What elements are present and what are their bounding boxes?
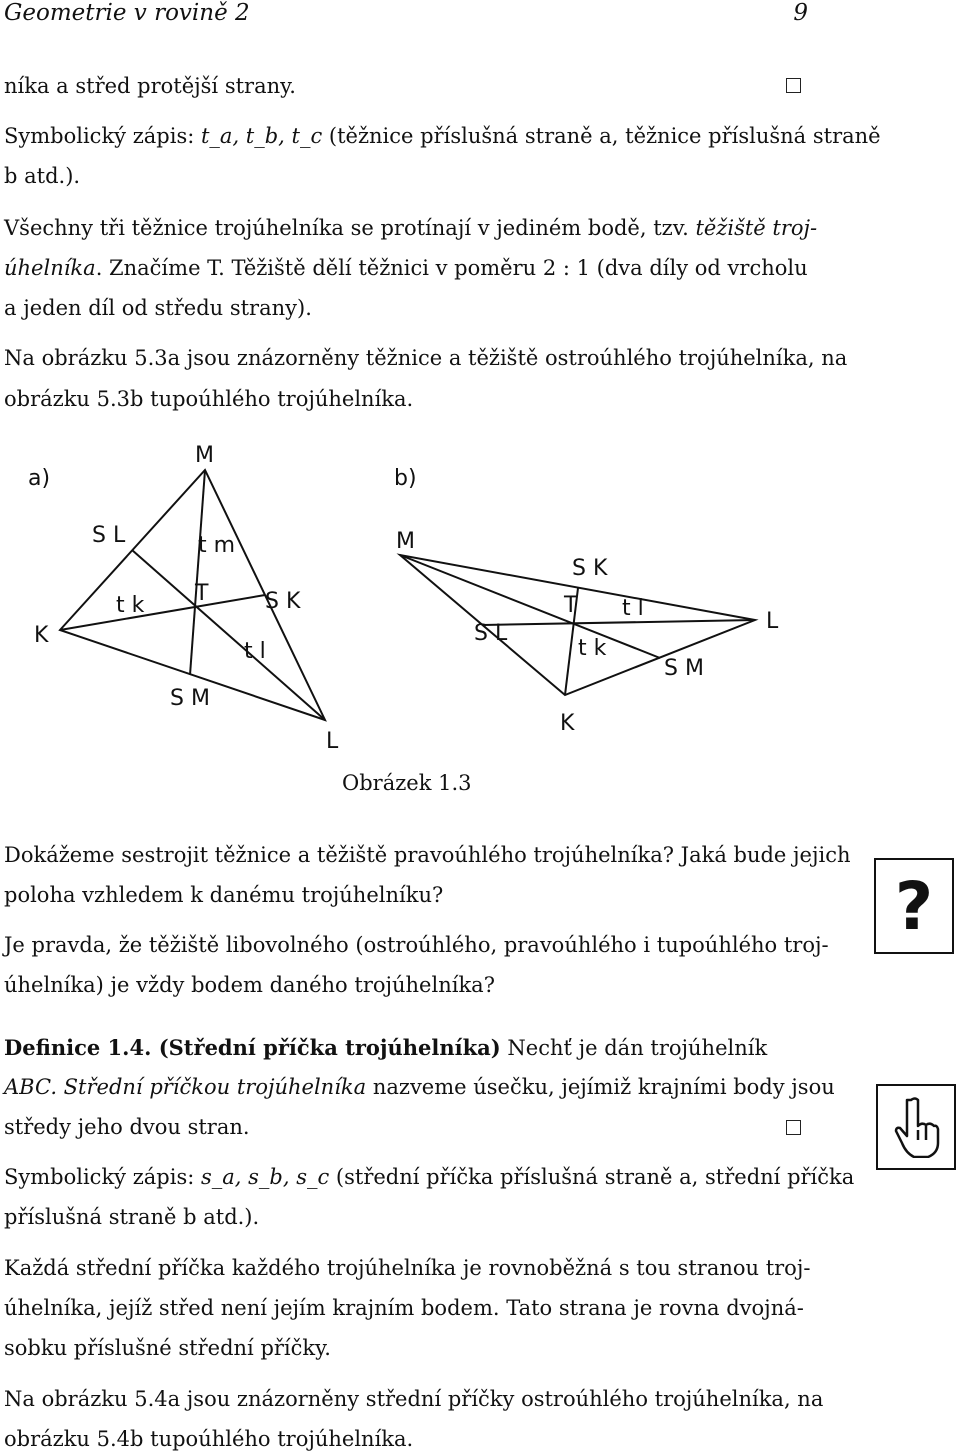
page-number: 9 bbox=[793, 0, 808, 26]
definition-title: Definice 1.4. (Střední příčka trojúhelníka) bbox=[4, 1035, 501, 1060]
figure-a-tag: a) bbox=[28, 466, 51, 491]
text-line: Každá střední příčka každého trojúhelníka je rovnoběžná s tou stranou troj- bbox=[4, 1256, 811, 1280]
midpoint-sl-label: S L bbox=[92, 523, 126, 548]
text-line: Všechny tři těžnice trojúhelníka se protínají v jediném bodě, tzv. těžiště troj- bbox=[4, 216, 818, 240]
text-line: úhelníka. Značíme T. Těžiště dělí těžnici v poměru 2 : 1 (dva díly od vrcholu bbox=[4, 256, 808, 280]
vertex-k-label: K bbox=[560, 711, 575, 736]
end-of-proof-square-icon bbox=[786, 78, 801, 93]
text-line: středy jeho dvou stran. bbox=[4, 1115, 250, 1139]
term-stredni-pricka: . Střední příčkou trojúhelníka bbox=[50, 1075, 367, 1099]
text-line: sobku příslušné střední příčky. bbox=[4, 1336, 331, 1360]
text-line: úhelníka, jejíž střed není jejím krajním bodem. Tato strana je rovna dvojná- bbox=[4, 1296, 804, 1320]
median-a-l bbox=[132, 550, 325, 720]
text-line: Je pravda, že těžiště libovolného (ostroúhlého, pravoúhlého i tupoúhlého troj- bbox=[4, 933, 829, 957]
median-tl-label: t l bbox=[244, 639, 266, 664]
median-tm-label: t m bbox=[198, 533, 236, 558]
text-line: Na obrázku 5.3a jsou znázorněny těžnice a těžiště ostroúhlého trojúhelníka, na bbox=[4, 346, 848, 370]
running-header-title: Geometrie v rovině 2 bbox=[4, 0, 250, 26]
text-line: úhelníka) je vždy bodem daného trojúhelníka? bbox=[4, 973, 495, 997]
text-line: ABC. Střední příčkou trojúhelníka nazveme úsečku, jejímiž krajními body jsou bbox=[4, 1075, 835, 1099]
text-line: b atd.). bbox=[4, 164, 81, 188]
text-line: obrázku 5.3b tupoúhlého trojúhelníka. bbox=[4, 387, 414, 411]
text-line: poloha vzhledem k danému trojúhelníku? bbox=[4, 883, 444, 907]
pointing-hand-icon bbox=[876, 1084, 956, 1170]
figure-b-tag: b) bbox=[394, 466, 417, 491]
figure-medians bbox=[0, 430, 960, 800]
text-line: Na obrázku 5.4a jsou znázorněny střední příčky ostroúhlého trojúhelníka, na bbox=[4, 1387, 824, 1411]
midpoint-sl-label: S L bbox=[474, 621, 508, 646]
median-tk-label: t k bbox=[578, 636, 607, 661]
text-line: níka a střed protější strany. bbox=[4, 74, 296, 98]
text-line: Symbolický zápis: s_a, s_b, s_c (střední příčka příslušná straně a, střední příčka bbox=[4, 1165, 855, 1189]
end-of-definition-square-icon bbox=[786, 1120, 801, 1135]
text-line: Symbolický zápis: t_a, t_b, t_c (těžnice příslušná straně a, těžnice příslušná straně bbox=[4, 124, 881, 148]
midpoint-sm-label: S M bbox=[170, 686, 210, 711]
term-teziste: těžiště troj- bbox=[695, 216, 818, 240]
median-b-m bbox=[400, 555, 660, 658]
vertex-l-label: L bbox=[766, 609, 779, 634]
median-tl-label: t l bbox=[622, 596, 644, 621]
median-b-l bbox=[483, 620, 755, 625]
text-line: příslušná straně b atd.). bbox=[4, 1205, 260, 1229]
vertex-l-label: L bbox=[326, 729, 339, 754]
text-line: Dokážeme sestrojit těžnice a těžiště pravoúhlého trojúhelníka? Jaká bude jejich bbox=[4, 843, 851, 867]
midpoint-sm-label: S M bbox=[664, 656, 704, 681]
centroid-t-label: T bbox=[564, 593, 578, 618]
figure-caption: Obrázek 1.3 bbox=[342, 771, 472, 795]
vertex-m-label: M bbox=[396, 529, 415, 554]
median-a-m bbox=[190, 470, 205, 675]
vertex-k-label: K bbox=[34, 623, 49, 648]
question-mark-icon: ? bbox=[874, 858, 954, 954]
definition-line: Definice 1.4. (Střední příčka trojúhelníka) Nechť je dán trojúhelník bbox=[4, 1035, 768, 1060]
median-a-k bbox=[60, 595, 265, 630]
centroid-t-label: T bbox=[195, 581, 209, 606]
vertex-m-label: M bbox=[195, 443, 214, 468]
midpoint-sk-label: S K bbox=[572, 556, 608, 581]
median-tk-label: t k bbox=[116, 593, 145, 618]
text-line: a jeden díl od středu strany). bbox=[4, 296, 312, 320]
midpoint-sk-label: S K bbox=[265, 589, 301, 614]
text-line: obrázku 5.4b tupoúhlého trojúhelníka. bbox=[4, 1427, 414, 1451]
